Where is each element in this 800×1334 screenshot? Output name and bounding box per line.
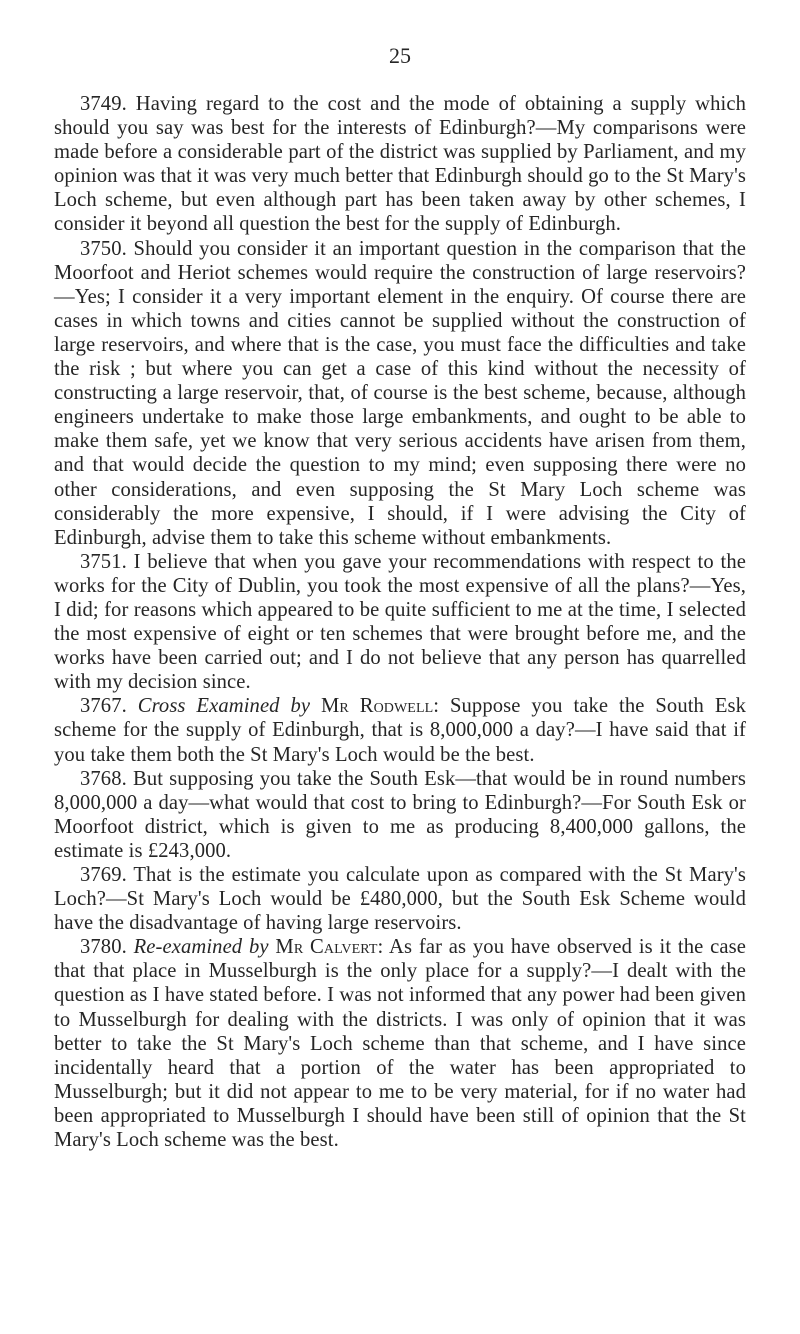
paragraph-number: 3767. [80,695,127,718]
paragraph-number: 3780. [80,936,127,959]
examination-label: Cross Examined by [137,695,311,718]
paragraph-text: I believe that when you gave your recommendations with respect to the works for the City of Dublin, you took the most expensive of all the plans?—Yes, I did; for reasons which appeared to be quite sufficient to me at the time, I selected the most expensive of eight or ten schemes that were brought before me, and the works have been carried out; and I do not believe that any person has quarrelled with my decision since. [54,550,746,694]
paragraph-3751 [54,550,746,695]
examination-label: Re-examined by [133,936,269,959]
examiner-name: Mr Calvert: [275,936,384,959]
page-body [54,92,746,1152]
paragraph-number: 3768. [80,767,127,790]
paragraph-number: 3749. [80,93,127,115]
paragraph-3767 [54,694,746,766]
paragraph-number: 3769. [80,864,127,886]
paragraph-3780 [54,935,746,1152]
paragraph-text: Suppose you take the South Esk scheme for the supply of Edinburgh, that is 8,000,000 a day?—I have said that if you take them both the St Mary's Loch would be the best. [54,695,747,766]
paragraph-text: But supposing you take the South Esk—that would be in round numbers 8,000,000 a day—what would that cost to bring to Edinburgh?—For South Esk or Moorfoot district, which is given to me as producing 8,400,000 gallons, the estimate is £243,000. [54,767,747,862]
paragraph-text: Having regard to the cost and the mode of obtaining a supply which should you say was best for the interests of Edinburgh?—My comparisons were made before a considerable part of the district was supplied by Parliament, and my opinion was that it was very much better that Edinburgh should go to the St Mary's Loch scheme, but even although part has been taken away by other schemes, I consider it beyond all question the best for the supply of Edinburgh. [54,93,747,236]
examiner-name: Mr Rodwell: [321,695,440,718]
paragraph-3769 [54,863,746,935]
paragraph-number: 3751. [80,550,127,573]
paragraph-text: That is the estimate you calculate upon as compared with the St Mary's Loch?—St Mary's Loch would be £480,000, but the South Esk Scheme would have the disadvantage of having large reservoirs. [54,864,746,935]
paragraph-3749 [54,92,746,237]
paragraph-text: Should you consider it an important question in the comparison that the Moorfoot and Heriot schemes would require the construction of large reservoirs?—Yes; I consider it a very important element in the enquiry. Of course there are cases in which towns and cities cannot be supplied without the construction of large reservoirs, and where that is the case, you must face the difficulties and take the risk ; but where you can get a case of this kind without the necessity of constructing a large reservoir, that, of course is the best scheme, because, although engineers undertake to make those large embankments, and ought to be able to make them safe, yet we know that very serious accidents have arisen from them, and that would decide the question to my mind; even supposing there were no other considerations, and even supposing the St Mary Loch scheme was considerably the more expensive, I should, if I were advising the City of Edinburgh, advise them to take this scheme without embankments. [54,237,747,549]
paragraph-number: 3750. [80,237,127,260]
paragraph-3750 [54,237,746,550]
page-number: 25 [389,43,411,68]
paragraph-3768 [54,767,746,863]
paragraph-text: As far as you have observed is it the case that that place in Musselburgh is the only place for a supply?—I dealt with the question as I have stated before. I was not informed that any power had been given to Musselburgh for dealing with the districts. I was only of opinion that it was better to take the St Mary's Loch scheme than that scheme, and I have since incidentally heard that a portion of the water has been appropriated to Musselburgh; but it did not appear to me to be very material, for if no water had been appropriated to Musselburgh I should have been still of opinion that the St Mary's Loch scheme was the best. [54,936,746,1152]
